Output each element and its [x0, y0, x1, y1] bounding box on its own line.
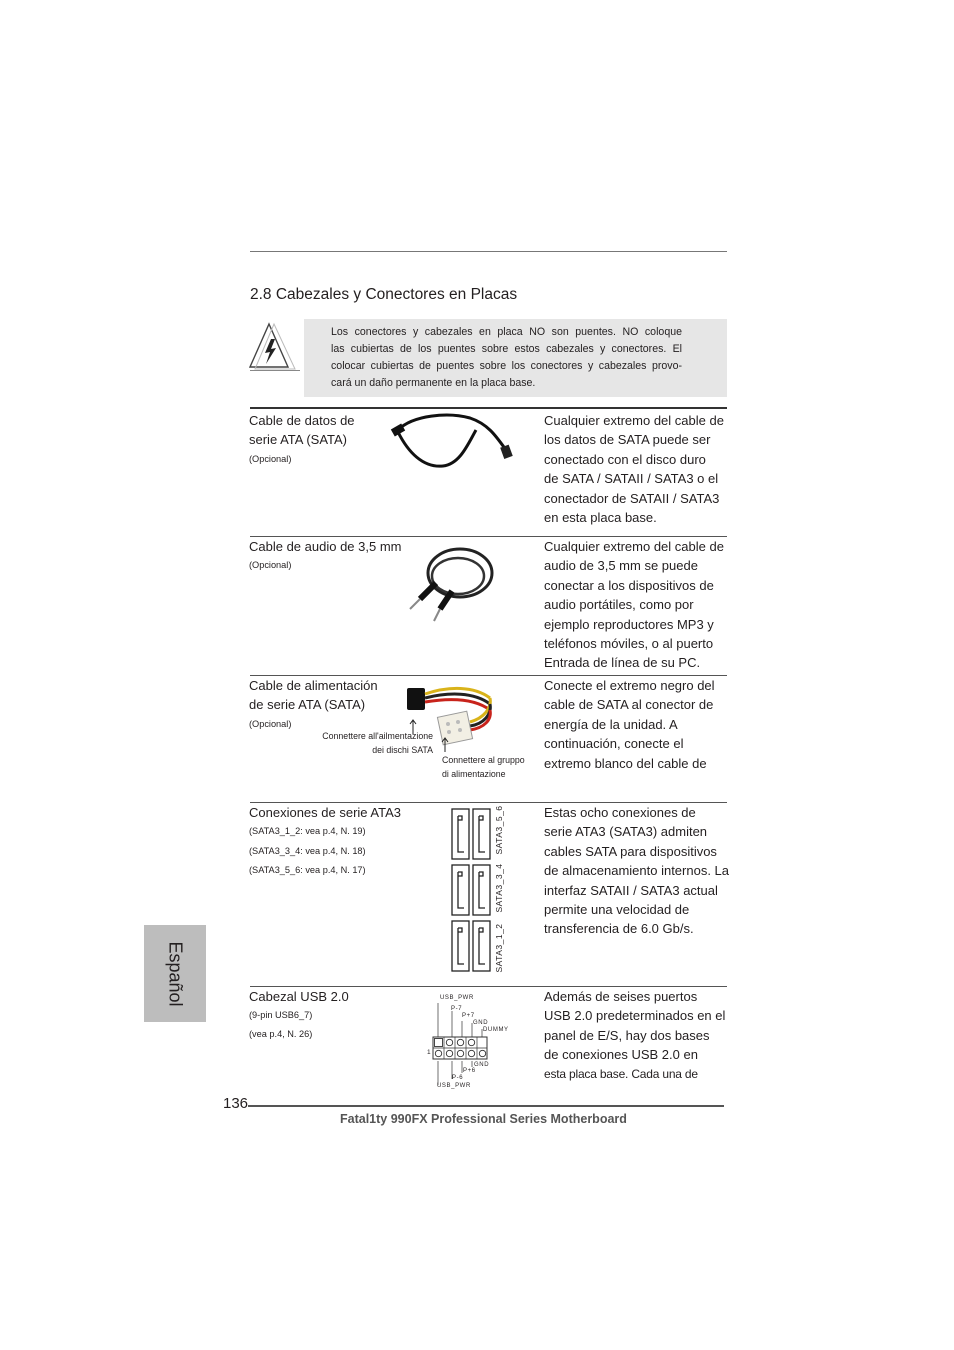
power-caption-right: Connettere al gruppo di alimentazione: [442, 755, 525, 779]
usb-pin-label: P-6: [452, 1075, 464, 1081]
top-rule: [250, 251, 727, 252]
warning-icon: [249, 322, 301, 372]
footer-rule: [248, 1105, 724, 1107]
language-side-tab: [144, 925, 206, 1022]
sata3-label-5-6: SATA3_5_6: [494, 805, 504, 855]
sata3-note: (SATA3_3_4: vea p.4, N. 18): [249, 846, 366, 856]
usb-header-note: (vea p.4, N. 26): [249, 1029, 313, 1039]
warning-underline: [250, 370, 300, 371]
page-number: 136: [223, 1095, 249, 1112]
usb-pin-label: GND: [473, 1020, 489, 1026]
usb-pin-label: USB_PWR: [437, 1083, 471, 1089]
power-cable-note: (Opcional): [249, 719, 292, 729]
sata-cable-title: Cable de datos de serie ATA (SATA): [249, 413, 355, 448]
usb-pin-label: DUMMY: [483, 1027, 509, 1033]
sata-cable-desc: Cualquier extremo del cable de los datos de SATA puede ser conectado con el disco duro de SATA / SATAII / SATA3 o el conectador de SATAII / SATA3 en esta placa base.: [544, 413, 724, 526]
footer-title: Fatal1ty 990FX Professional Series Motherboard: [340, 1112, 627, 1126]
usb-pin-label: P+7: [462, 1013, 475, 1019]
sata3-note: (SATA3_1_2: vea p.4, N. 19): [249, 826, 366, 836]
warning-line: cará un daño permanente en la placa base.: [331, 377, 536, 389]
audio-cable-title: Cable de audio de 3,5 mm: [249, 539, 402, 554]
usb-header-note: (9-pin USB6_7): [249, 1010, 313, 1020]
sata3-label-3-4: SATA3_3_4: [494, 863, 504, 913]
power-caption-left: Connettere all'ailmentazione dei dischi SATA: [322, 731, 433, 755]
sata3-note: (SATA3_5_6: vea p.4, N. 17): [249, 865, 366, 875]
section-title: 2.8 Cabezales y Conectores en Placas: [250, 286, 518, 303]
power-cable-title: Cable de alimentación de serie ATA (SATA): [249, 678, 378, 713]
usb-pin-label: P-7: [451, 1006, 463, 1012]
usb-header-desc: Además de seises puertos USB 2.0 predeterminados en el panel de E/S, hay dos bases de conexiones USB 2.0 en esta placa base. Cada una de: [544, 989, 726, 1081]
warning-text: [331, 324, 682, 392]
usb-pin-label: 1: [427, 1049, 431, 1056]
sata-cable-image: [388, 410, 518, 472]
table-top-rule: [250, 407, 727, 409]
sata-cable-note: (Opcional): [249, 454, 292, 464]
audio-cable-image: [402, 543, 498, 625]
warning-line: las cubiertas de los puentes sobre estos cabezales y conectores. El: [331, 343, 682, 355]
language-side-tab-label: Español: [165, 940, 186, 1007]
usb-pin-label: GND: [474, 1062, 490, 1068]
sata3-desc: Estas ocho conexiones de serie ATA3 (SATA3) admiten cables SATA para dispositivos de almacenamiento internos. La interfaz SATAII / SATA3 actual permite una velocidad de transferencia de 6.0 Gb/s.: [544, 805, 730, 937]
usb-pin-label: P+6: [463, 1068, 476, 1074]
sata3-label-1-2: SATA3_1_2: [494, 923, 504, 973]
usb-header-title: Cabezal USB 2.0: [249, 989, 349, 1004]
audio-cable-note: (Opcional): [249, 560, 292, 570]
power-cable-desc: Conecte el extremo negro del cable de SATA al conector de energía de la unidad. A continuación, conecte el extremo blanco del cable de: [544, 678, 715, 771]
usb-pin-label: USB_PWR: [440, 995, 474, 1001]
warning-line: colocar cubiertas de puentes sobre los conectores y cabezales provo-: [331, 360, 682, 372]
sata3-title: Conexiones de serie ATA3: [249, 805, 401, 820]
usb-header-diagram: [426, 993, 516, 1093]
warning-line: Los conectores y cabezales en placa NO son puentes. NO coloque: [331, 326, 682, 338]
audio-cable-desc: Cualquier extremo del cable de audio de 3,5 mm se puede conectar a los dispositivos de audio portátiles, como por ejemplo reproductores MP3 y teléfonos móviles, o al puerto Entrada de línea de su PC.: [544, 539, 724, 671]
arrow-up-icon: [441, 737, 449, 753]
